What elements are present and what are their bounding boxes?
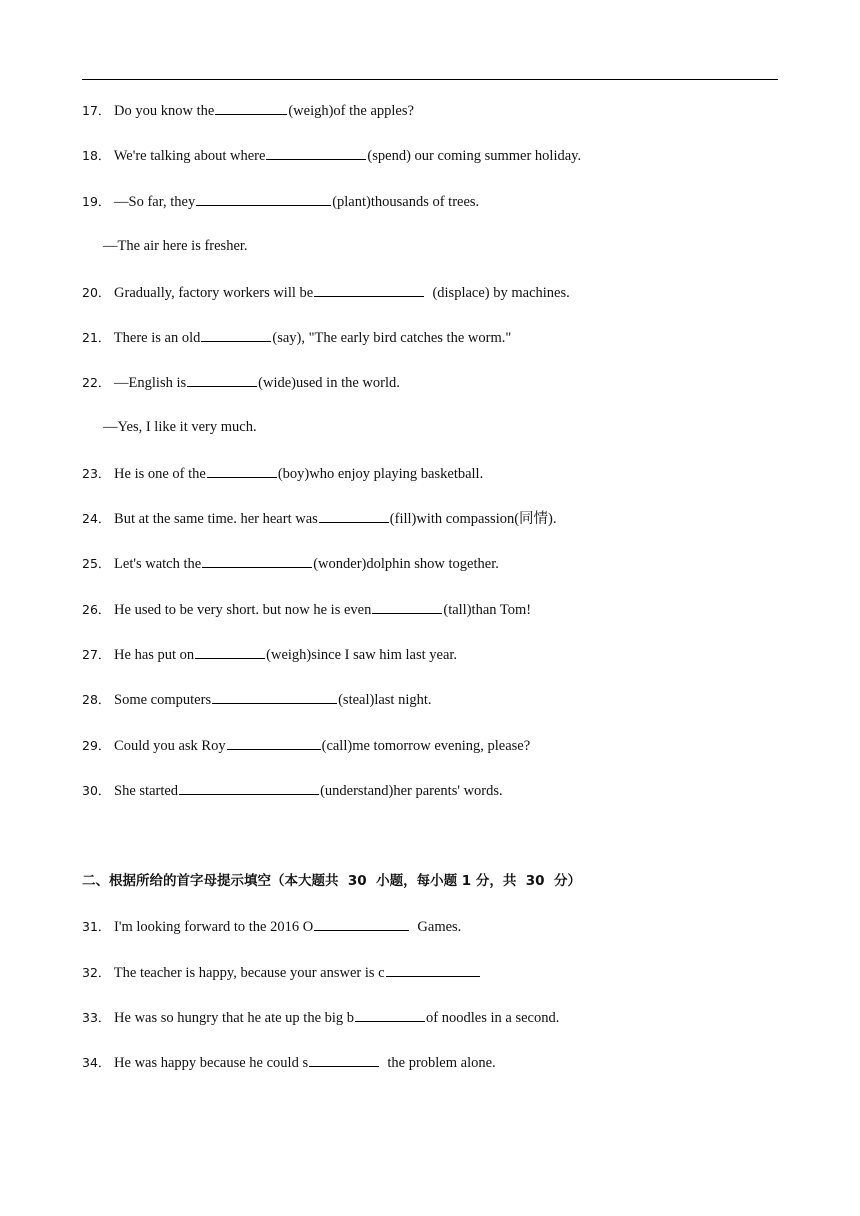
answer-blank[interactable] [187,371,257,387]
question-number: 22． [82,375,111,390]
answer-blank[interactable] [196,190,331,206]
question-27 [82,643,457,665]
question-text-before: He has put on [114,647,195,663]
question-text-after: (tall)than Tom! [443,602,532,618]
dialogue-reply: —Yes, I like it very much. [103,419,257,435]
question-text-before: Gradually, factory workers will be [114,285,314,301]
question-21 [82,326,511,348]
question-text-before: He is one of the [114,466,206,482]
question-text-before: We're talking about where [113,148,266,164]
question-text-before: She started [114,783,179,799]
question-number: 18． [82,148,111,163]
dialogue-reply: —The air here is fresher. [103,238,248,254]
question-text-before: Could you ask Roy [114,738,226,754]
question-text-before: The teacher is happy, because your answer is c [113,965,385,981]
answer-blank[interactable] [195,643,265,659]
question-text-after: (weigh)of the apples? [288,103,414,119]
question-number: 20． [82,285,111,300]
question-24 [82,507,557,529]
question-number: 21． [82,330,111,345]
question-text-after: (plant)thousands of trees. [332,194,480,210]
question-18 [82,144,581,166]
answer-blank[interactable] [314,915,409,931]
question-33 [82,1006,559,1028]
question-34 [82,1051,496,1073]
question-31 [82,915,461,937]
question-number: 33． [82,1010,111,1025]
question-22 [82,371,400,393]
question-text-after: (say), "The early bird catches the worm." [272,330,512,346]
question-text-after: (spend) our coming summer holiday. [367,148,582,164]
question-text-before: Some computers [114,692,212,708]
question-number: 24． [82,511,111,526]
question-text-before: He used to be very short. but now he is even [114,602,372,618]
answer-blank[interactable] [212,688,337,704]
question-number: 27． [82,647,111,662]
header-rule [82,79,778,80]
question-29 [82,734,530,756]
question-text-after: (understand)her parents' words. [320,783,503,799]
question-30 [82,779,503,801]
answer-blank[interactable] [372,598,442,614]
question-32 [82,961,481,983]
question-25 [82,552,499,574]
answer-blank[interactable] [207,462,277,478]
question-number: 29． [82,738,111,753]
answer-blank[interactable] [309,1051,379,1067]
question-text-after: (weigh)since I saw him last year. [266,647,458,663]
question-text-after: (steal)last night. [338,692,432,708]
question-26 [82,598,531,620]
question-19-continuation [103,235,248,257]
question-text-before: —So far, they [114,194,196,210]
question-number: 23． [82,466,111,481]
answer-blank[interactable] [314,281,424,297]
question-28 [82,688,432,710]
question-text-before: —English is [114,375,187,391]
question-text-after: (call)me tomorrow evening, please? [321,738,531,754]
question-text-before: Let's watch the [114,556,202,572]
question-number: 31． [82,919,111,934]
question-number: 28． [82,692,111,707]
question-number: 25． [82,556,111,571]
question-number: 30． [82,783,111,798]
answer-blank[interactable] [355,1006,425,1022]
question-text-after: Games. [410,919,462,935]
question-text-after: (boy)who enjoy playing basketball. [277,466,484,482]
question-number: 17． [82,103,111,118]
answer-blank[interactable] [179,779,319,795]
question-text-after: (wide)used in the world. [258,375,400,391]
section-title: 二、根据所给的首字母提示填空（本大题共 30 小题，每小题 1 分，共 30 分） [82,873,581,889]
question-text-before: There is an old [113,330,201,346]
question-text-after: of noodles in a second. [426,1010,560,1026]
answer-blank[interactable] [215,99,287,115]
question-text-before: He was so hungry that he ate up the big b [114,1010,355,1026]
question-number: 34． [82,1055,111,1070]
question-23 [82,462,483,484]
answer-blank[interactable] [202,552,312,568]
question-text-after: (displace) by machines. [425,285,570,301]
answer-blank[interactable] [201,326,271,342]
question-text-after: the problem alone. [380,1055,496,1071]
question-text-before: Do you know the [114,103,215,119]
question-number: 19． [82,194,111,209]
question-text-before: I'm looking forward to the 2016 O [114,919,314,935]
question-text-before: He was happy because he could s [114,1055,309,1071]
question-text-after: (fill)with compassion(同情). [389,511,557,527]
question-number: 32． [82,965,111,980]
answer-blank[interactable] [266,144,366,160]
answer-blank[interactable] [386,961,480,977]
answer-blank[interactable] [227,734,321,750]
question-number: 26． [82,602,111,617]
answer-blank[interactable] [319,507,389,523]
question-19 [82,190,479,212]
question-text-after: (wonder)dolphin show together. [313,556,499,572]
question-17 [82,99,414,121]
question-22-continuation [103,416,257,438]
question-20 [82,281,570,303]
question-text-before: But at the same time. her heart was [114,511,318,527]
